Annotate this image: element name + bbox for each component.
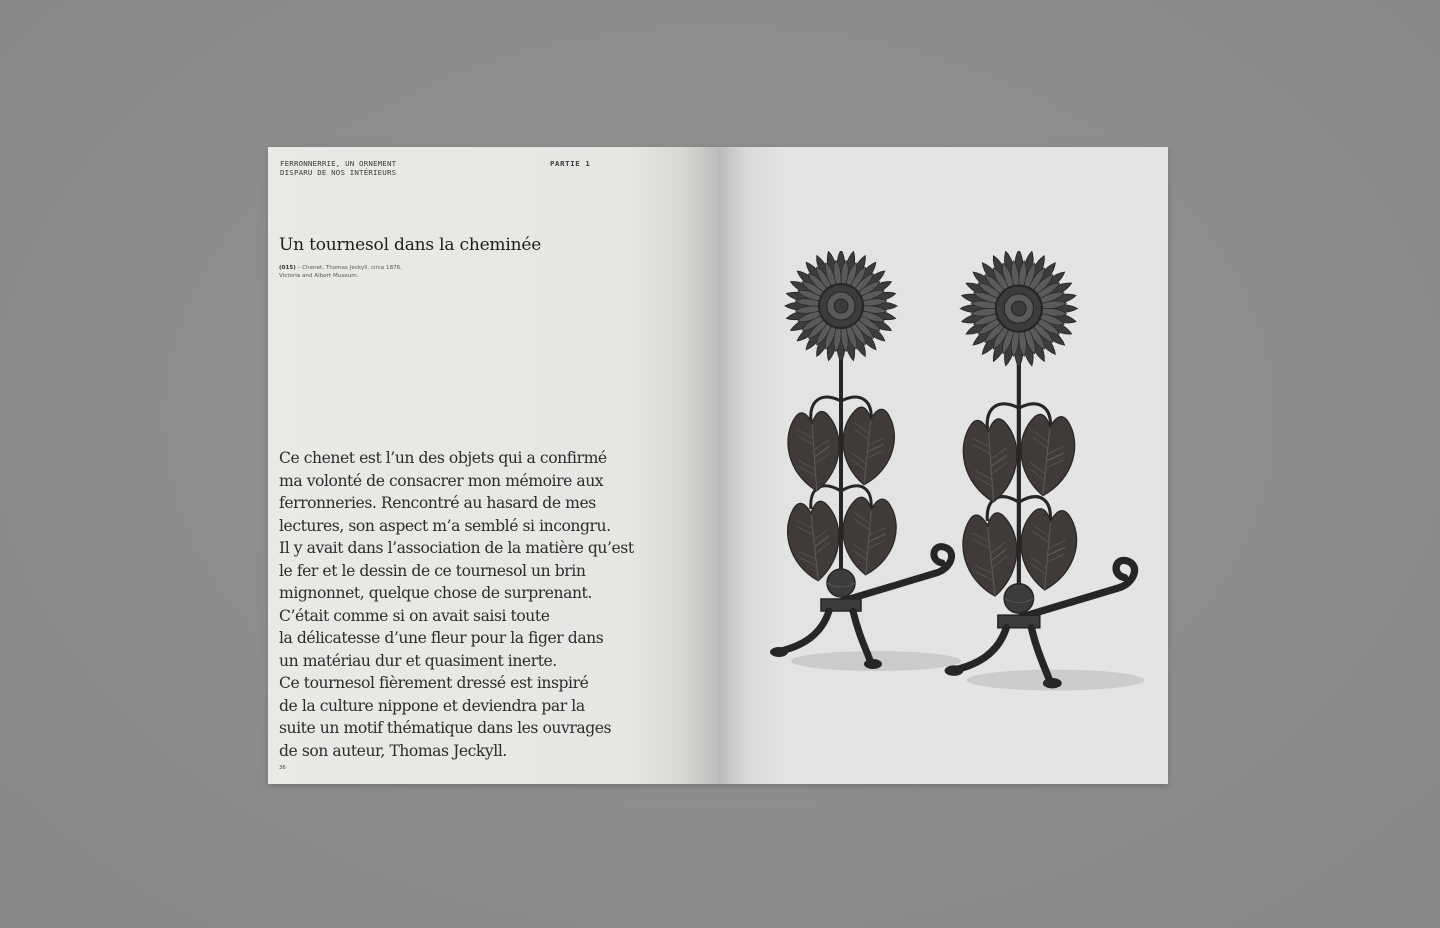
body-paragraph [279, 447, 699, 762]
body-line: Ce tournesol fièrement dressé est inspiré [279, 674, 589, 692]
body-line: un matériau dur et quasiment inerte. [279, 651, 557, 670]
caption-line: Victoria and Albert Museum. [279, 272, 359, 279]
body-line: Ce chenet est l’un des objets qui a confirmé [279, 449, 607, 467]
figure-caption [279, 265, 439, 280]
left-page [268, 147, 718, 784]
iron-leaf [786, 410, 842, 492]
iron-foot [945, 665, 964, 675]
body-line: ma volonté de consacrer mon mémoire aux [279, 471, 604, 490]
iron-leg [781, 611, 829, 651]
iron-leaf [1017, 507, 1079, 592]
iron-ball [827, 569, 855, 597]
iron-leg [956, 628, 1006, 670]
body-line: le fer et le dessin de ce tournesol un brin [279, 561, 586, 580]
iron-leaf [961, 418, 1020, 504]
running-head-line: DISPARU DE NOS INTÉRIEURS [280, 168, 397, 177]
book-spread [268, 147, 1168, 784]
body-line: suite un motif thématique dans les ouvrages [279, 719, 612, 737]
body-line: ferronneries. Rencontré au hasard de mes [279, 494, 596, 512]
iron-foot [770, 647, 788, 657]
running-head-line: FERRONNERRIE, UN ORNEMENT [280, 159, 397, 168]
body-line: Il y avait dans l’association de la matière qu’est [279, 539, 634, 557]
iron-leaf [839, 496, 899, 577]
iron-foot [864, 659, 882, 669]
figure-reference: (015) [279, 265, 296, 271]
body-line: mignonnet, quelque chose de surprenant. [279, 584, 592, 602]
andiron-illustration-left [766, 251, 966, 681]
chapter-title: Un tournesol dans la cheminée [279, 235, 542, 255]
page-number: 36 [279, 765, 286, 771]
iron-ball [1004, 584, 1033, 613]
body-line: lectures, son aspect m’a semblé si incongru. [279, 516, 611, 535]
body-line: C’était comme si on avait saisi toute [279, 606, 550, 625]
caption-line: – Chenet, Thomas Jeckyll, circa 1876, [297, 265, 403, 271]
sunflower-head [960, 251, 1077, 367]
body-line: de son auteur, Thomas Jeckyll. [279, 741, 507, 760]
running-head [280, 159, 396, 177]
body-line: la délicatesse d’une fleur pour la figer dans [279, 629, 604, 647]
right-page [718, 147, 1168, 784]
iron-foot [1043, 678, 1062, 688]
iron-leaf [1016, 413, 1078, 499]
sunflower-head [785, 251, 897, 362]
iron-leaf [839, 406, 898, 488]
part-label: PARTIE 1 [550, 159, 591, 168]
andiron-illustration-right [940, 251, 1150, 701]
body-line: de la culture nippone et deviendra par la [279, 696, 585, 715]
